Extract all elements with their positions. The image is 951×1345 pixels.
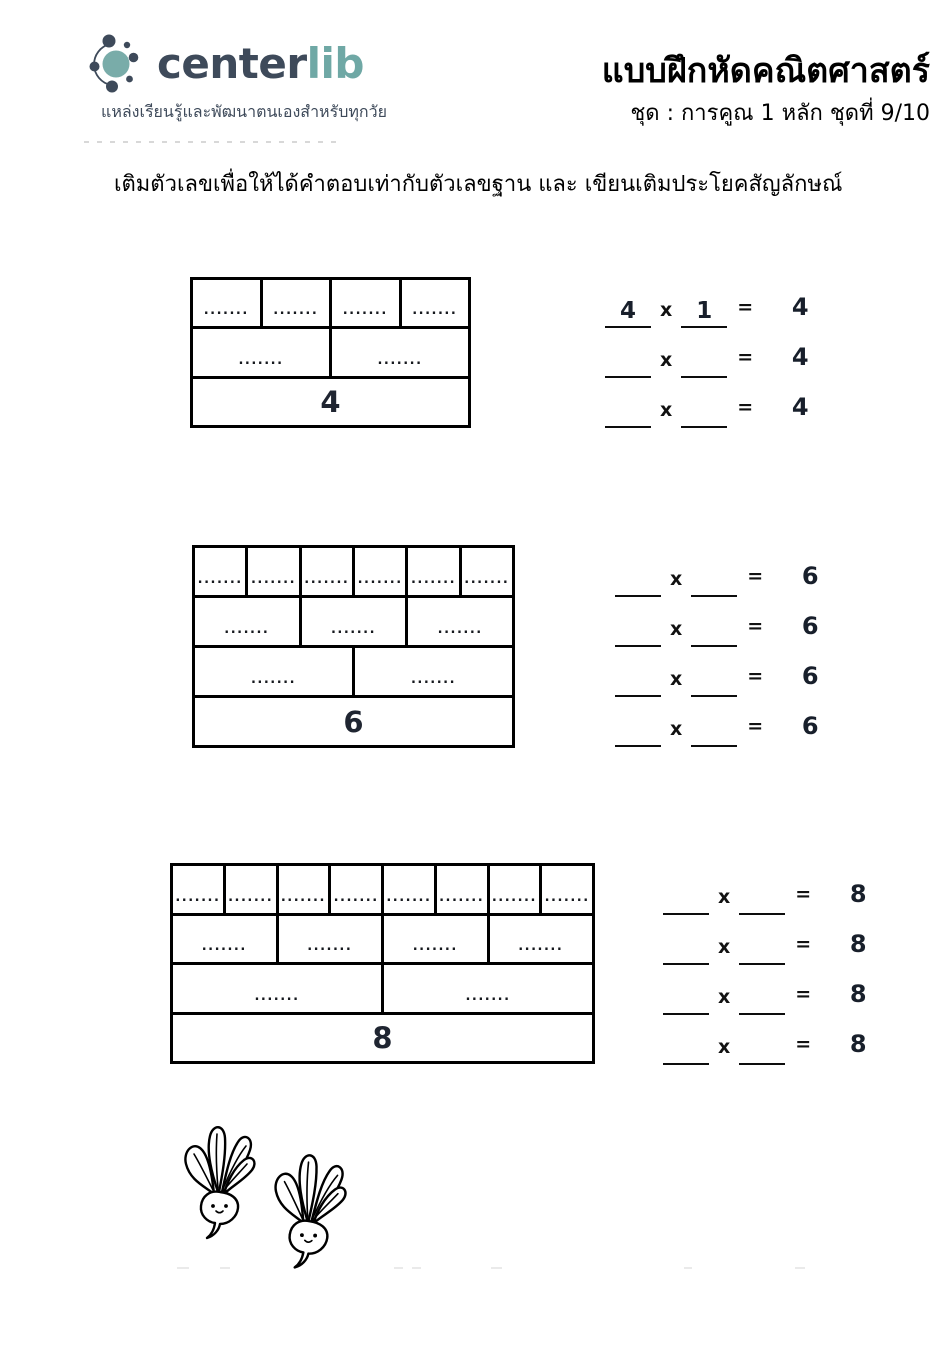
multiply-sign: x (670, 568, 683, 590)
factor1-blank (605, 423, 651, 428)
equation-row (605, 378, 825, 428)
radish-illustration (174, 1116, 268, 1242)
result-value: 8 (849, 930, 867, 958)
equals-sign: = (795, 883, 812, 905)
bar-blank-cell: ....... (276, 866, 329, 913)
worksheet-header (602, 50, 930, 130)
bar-row (173, 866, 592, 913)
bar-blank-cell: ....... (434, 866, 487, 913)
factor2-blank (691, 742, 737, 747)
brand-logo (86, 34, 387, 125)
bar-blank-cell: ....... (203, 303, 249, 319)
bar-blank-cell: ....... (299, 548, 352, 595)
bar-row (173, 962, 592, 1012)
bar-blank-cell: ....... (329, 280, 399, 326)
result-value: 4 (791, 343, 809, 371)
bar-blank-cell: ....... (250, 672, 297, 687)
worksheet-title: แบบฝึกหัดคณิตศาสตร์ (601, 51, 930, 91)
bar-blank-cell: ....... (245, 548, 298, 595)
bar-blank-cell: ....... (201, 939, 247, 954)
multiply-sign: x (670, 718, 683, 740)
multiply-sign: x (670, 668, 683, 690)
factor2-blank: 1 (681, 300, 727, 328)
result-value: 6 (801, 662, 819, 690)
bar-blank-cell: ....... (197, 572, 243, 587)
bar-blank-cell: ....... (352, 648, 512, 695)
result-value: 6 (801, 712, 819, 740)
equals-sign: = (795, 983, 812, 1005)
brand-text-lib: lib (306, 39, 364, 88)
equation-group-6 (615, 547, 835, 747)
equation-row (605, 328, 825, 378)
equation-row (615, 697, 835, 747)
equation-row (615, 647, 835, 697)
bar-blank-cell: ....... (381, 866, 434, 913)
equals-sign: = (747, 615, 764, 637)
equals-sign: = (795, 1033, 812, 1055)
brand-tagline: แหล่งเรียนรู้และพัฒนาตนเองสำหรับทุกวัย (101, 102, 387, 121)
equation-row (663, 915, 883, 965)
equals-sign: = (737, 396, 754, 418)
equals-sign: = (737, 296, 754, 318)
bar-row (195, 695, 512, 745)
bar-blank-cell: ....... (224, 622, 270, 637)
fraction-bar-8 (170, 863, 595, 1064)
bar-blank-cell: ....... (405, 598, 512, 645)
equation-row (615, 597, 835, 647)
equals-sign: = (795, 933, 812, 955)
multiply-sign: x (718, 986, 731, 1008)
bar-blank-cell: ....... (459, 548, 512, 595)
brand-logo-row (86, 34, 387, 94)
factor2-blank (681, 423, 727, 428)
equation-group-8 (663, 865, 883, 1065)
bar-blank-cell: ....... (254, 988, 300, 1004)
bar-blank-cell: ....... (223, 866, 276, 913)
bar-blank-cell: ....... (487, 916, 593, 963)
bar-blank-cell: ....... (238, 352, 284, 368)
equals-sign: = (737, 346, 754, 368)
bar-base-label-cell: 8 (372, 1020, 393, 1055)
multiply-sign: x (718, 936, 731, 958)
result-value: 4 (791, 293, 809, 321)
factor1-blank (663, 1060, 709, 1065)
equals-sign: = (747, 565, 764, 587)
equation-row (615, 547, 835, 597)
fraction-bar-4 (190, 277, 471, 428)
fraction-bar-6 (192, 545, 515, 748)
equation-row (663, 965, 883, 1015)
bar-blank-cell: ....... (329, 329, 468, 375)
result-value: 8 (849, 1030, 867, 1058)
equals-sign: = (747, 665, 764, 687)
bar-row (195, 548, 512, 595)
result-value: 8 (849, 880, 867, 908)
bar-blank-cell: ....... (539, 866, 592, 913)
result-value: 6 (801, 612, 819, 640)
equation-row (663, 865, 883, 915)
bar-row (193, 326, 468, 375)
bar-row (193, 280, 468, 326)
multiply-sign: x (660, 399, 673, 421)
factor1-blank (615, 742, 661, 747)
multiply-sign: x (660, 349, 673, 371)
cropped-text-artifact (684, 1267, 692, 1269)
equation-group-4 (605, 278, 825, 428)
bar-base-label-cell: 6 (343, 704, 364, 739)
factor1-blank: 4 (605, 300, 651, 328)
bar-blank-cell: ....... (175, 889, 221, 905)
result-value: 8 (849, 980, 867, 1008)
cropped-text-artifact (84, 141, 339, 143)
cropped-text-artifact (412, 1267, 421, 1269)
bar-row (173, 1012, 592, 1062)
multiply-sign: x (670, 618, 683, 640)
cropped-text-artifact (220, 1267, 230, 1269)
cropped-text-artifact (394, 1267, 403, 1269)
bar-blank-cell: ....... (487, 866, 540, 913)
bar-blank-cell: ....... (399, 280, 469, 326)
multiply-sign: x (718, 886, 731, 908)
equation-row (605, 278, 825, 328)
multiply-sign: x (718, 1036, 731, 1058)
bar-row (195, 595, 512, 645)
bar-blank-cell: ....... (352, 548, 405, 595)
bar-row (173, 913, 592, 963)
bar-row (193, 376, 468, 425)
cropped-text-artifact (491, 1267, 502, 1269)
centerlib-logo-icon (86, 34, 152, 94)
multiply-sign: x (660, 299, 673, 321)
bar-blank-cell: ....... (299, 598, 406, 645)
result-value: 4 (791, 393, 809, 421)
result-value: 6 (801, 562, 819, 590)
instruction-text: เติมตัวเลขเพื่อให้ได้คำตอบเท่ากับตัวเลขฐาน และ เขียนเติมประโยคสัญลักษณ์ (114, 172, 843, 197)
equation-row (663, 1015, 883, 1065)
equals-sign: = (747, 715, 764, 737)
bar-blank-cell: ....... (405, 548, 458, 595)
worksheet-subtitle: ชุด : การคูณ 1 หลัก ชุดที่ 9/10 (630, 100, 930, 126)
cropped-text-artifact (177, 1267, 189, 1269)
bar-row (195, 645, 512, 695)
bar-base-label-cell: 4 (320, 384, 341, 419)
cropped-text-artifact (795, 1267, 805, 1269)
bar-blank-cell: ....... (276, 916, 382, 963)
radish-illustration (260, 1142, 362, 1273)
bar-blank-cell: ....... (260, 280, 330, 326)
bar-blank-cell: ....... (381, 916, 487, 963)
brand-text (157, 39, 364, 88)
bar-blank-cell: ....... (328, 866, 381, 913)
bar-blank-cell: ....... (381, 965, 592, 1012)
brand-text-center: center (157, 39, 307, 88)
factor2-blank (739, 1060, 785, 1065)
